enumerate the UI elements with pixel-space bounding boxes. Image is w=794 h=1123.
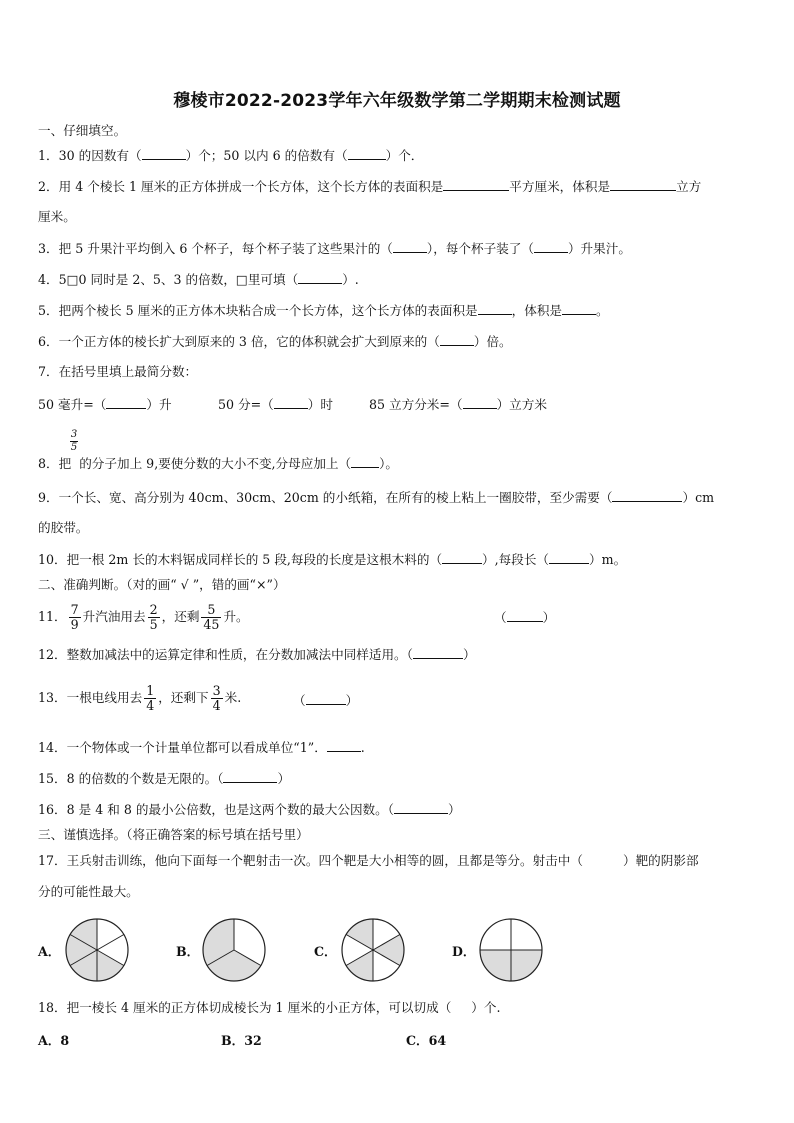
question-8: 8．把 的分子加上 9,要使分数的大小不变,分母应加上（ ）。 (38, 456, 398, 471)
option-c-label: C． (314, 944, 337, 959)
question-11-answer: （ ） (494, 610, 556, 625)
question-9-cont: 的胶带。 (38, 520, 89, 535)
question-1: 1．30 的因数有（ ）个；50 以内 6 的倍数有（ ）个． (38, 148, 424, 163)
q18-option-b: B．32 (221, 1033, 262, 1048)
question-16: 16．8 是 4 和 8 的最小公倍数，也是这两个数的最大公因数。（ ） (38, 802, 461, 817)
option-d-label: D． (452, 944, 476, 959)
target-b-diagram (201, 917, 267, 983)
question-8-fraction: 3 5 (70, 429, 78, 453)
question-3: 3．把 5 升果汁平均倒入 6 个杯子，每个杯子装了这些果汁的（ ），每个杯子装了（ ）升果汁。 (38, 241, 631, 256)
target-a-diagram (64, 917, 130, 983)
question-11: 11． $\frac{7}{9}$ 升汽油用去 $\frac{2}{5}$ ，还剩 $\frac{5}{45}$ 升。 (38, 602, 249, 632)
target-d-diagram (478, 917, 544, 983)
option-b-label: B． (176, 944, 200, 959)
question-7-part-3: 85 立方分米=（ ）立方米 (369, 397, 547, 412)
question-17-cont: 分的可能性最大。 (38, 884, 139, 899)
question-2-cont: 厘米。 (38, 209, 76, 224)
question-6: 6．一个正方体的棱长扩大到原来的 3 倍，它的体积就会扩大到原来的（ ）倍。 (38, 334, 512, 349)
section-1-heading: 一、仔细填空。 (38, 123, 127, 138)
target-c-diagram (340, 917, 406, 983)
question-10: 10．把一根 2m 长的木料锯成同样长的 5 段,每段的长度是这根木料的（ ）,每段长（ ）m。 (38, 552, 627, 567)
q18-option-c: C．64 (406, 1033, 447, 1048)
question-7-part-2: 50 分=（ ）时 (218, 397, 333, 412)
question-13: 13．一根电线用去 $\frac{1}{4}$ ，还剩下 $\frac{3}{4}$ 米. (38, 683, 242, 713)
q18-option-a: A．8 (38, 1033, 70, 1048)
question-15: 15．8 的倍数的个数是无限的。（ ） (38, 771, 291, 786)
section-2-heading: 二、准确判断。（对的画“ √ ”，错的画“×”） (38, 577, 286, 592)
section-3-heading: 三、谨慎选择。（将正确答案的标号填在括号里） (38, 827, 309, 842)
question-5: 5．把两个棱长 5 厘米的正方体木块粘合成一个长方体，这个长方体的表面积是 ，体积是 。 (38, 303, 609, 318)
question-4: 4．5□0 同时是 2、5、3 的倍数，□里可填（ ）. (38, 272, 359, 287)
question-13-answer: （ ） (293, 693, 359, 708)
question-9: 9．一个长、宽、高分别为 40cm、30cm、20cm 的小纸箱，在所有的棱上粘上一圈胶带，至少需要（ ）cm (38, 490, 715, 505)
question-14: 14．一个物体或一个计量单位都可以看成单位“1”． . (38, 740, 365, 755)
page-title: 穆棱市2022-2023学年六年级数学第二学期期末检测试题 (173, 91, 621, 111)
question-17: 17．王兵射击训练，他向下面每一个靶射击一次。四个靶是大小相等的圆，且都是等分。射击中（ ）靶的阴影部 (38, 853, 699, 868)
option-a-label: A． (38, 944, 61, 959)
question-7: 7．在括号里填上最简分数： (38, 364, 198, 379)
question-12: 12．整数加减法中的运算定律和性质，在分数加减法中同样适用。（ ） (38, 647, 476, 662)
question-7-part-1: 50 毫升=（ ）升 (38, 397, 172, 412)
question-18: 18．把一棱长 4 厘米的正方体切成棱长为 1 厘米的小正方体，可以切成（ ）个. (38, 1000, 501, 1015)
question-2: 2．用 4 个棱长 1 厘米的正方体拼成一个长方体，这个长方体的表面积是 平方厘米，体积是 立方 (38, 179, 702, 194)
